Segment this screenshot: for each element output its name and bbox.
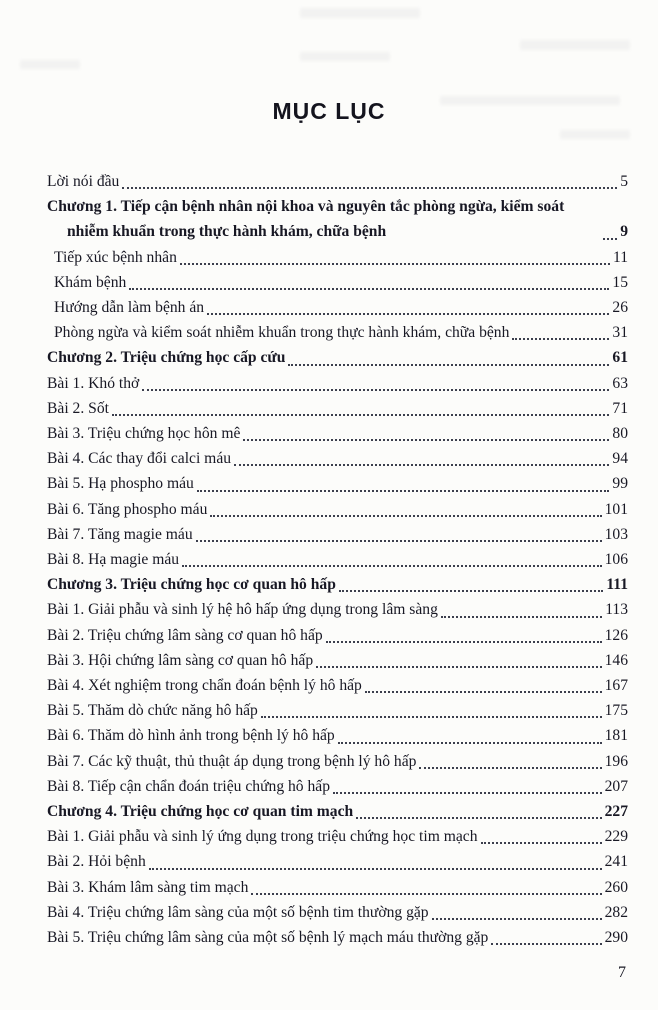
toc-entry-label: Chương 1. Tiếp cận bệnh nhân nội khoa và nguyên tắc phòng ngừa, kiểm soát nhiễm khuẩn trong thực hành khám, chữa bệnh <box>47 198 565 241</box>
toc-entry-label: Bài 8. Hạ magie máu <box>47 551 180 569</box>
toc-entry-label: Hướng dẫn làm bệnh án <box>54 299 205 317</box>
toc-entry-label: Bài 4. Xét nghiệm trong chẩn đoán bệnh lý hô hấp <box>47 677 362 695</box>
dotted-leader <box>207 313 609 315</box>
toc-entry-label: Bài 1. Giải phẫu và sinh lý hệ hô hấp ứng dụng trong lâm sàng <box>47 601 438 619</box>
toc-entry-label: Bài 4. Triệu chứng lâm sàng của một số bệnh tim thường gặp <box>47 903 429 921</box>
toc-entry-label: Bài 3. Khám lâm sàng tim mạch <box>47 878 249 896</box>
toc-entry <box>47 169 628 194</box>
dotted-leader <box>122 187 617 189</box>
dotted-leader <box>243 439 609 441</box>
toc-entry <box>47 471 628 496</box>
toc-entry <box>47 648 628 673</box>
toc-entry-page-number: 126 <box>604 626 628 644</box>
toc-entry <box>47 522 628 547</box>
toc-entry-label: Bài 8. Tiếp cận chẩn đoán triệu chứng hô hấp <box>47 777 331 795</box>
toc-entry-label: Tiếp xúc bệnh nhân <box>54 248 177 266</box>
dotted-leader <box>180 263 610 265</box>
toc-entry-label: Bài 5. Thăm dò chức năng hô hấp <box>47 702 258 720</box>
dotted-leader <box>129 288 609 290</box>
toc-entry-page-number: 26 <box>612 299 628 317</box>
toc-entry-page-number: 80 <box>612 425 628 443</box>
toc-entry <box>47 270 628 295</box>
toc-entry-label: Bài 6. Tăng phospho máu <box>47 500 208 518</box>
toc-entry-page-number: 94 <box>612 450 628 468</box>
dotted-leader <box>149 868 602 870</box>
toc-entry-page-number: 260 <box>604 878 628 896</box>
toc-entry-page-number: 146 <box>604 651 628 669</box>
toc-entry-label: Chương 2. Triệu chứng học cấp cứu <box>47 349 286 367</box>
toc-entry-page-number: 63 <box>612 374 628 392</box>
toc-entry-label: Bài 2. Hỏi bệnh <box>47 853 146 871</box>
toc-entry <box>47 547 628 572</box>
toc-entry <box>47 673 628 698</box>
toc-entry <box>47 597 628 622</box>
toc-entry <box>47 925 628 950</box>
toc-entry <box>47 774 628 799</box>
toc-entry <box>47 799 628 824</box>
toc-entry-label: Bài 7. Tăng magie máu <box>47 525 193 543</box>
dotted-leader <box>333 792 602 794</box>
toc-entry-page-number: 207 <box>604 777 628 795</box>
toc-entry-page-number: 99 <box>612 475 628 493</box>
dotted-leader <box>432 918 602 920</box>
dotted-leader <box>338 742 602 744</box>
toc-entry <box>47 875 628 900</box>
toc-entry <box>47 446 628 471</box>
toc-entry <box>47 345 628 370</box>
toc-entry <box>47 623 628 648</box>
dotted-leader <box>365 691 602 693</box>
dotted-leader <box>210 515 601 517</box>
toc-entry <box>47 421 628 446</box>
dotted-leader <box>112 414 609 416</box>
toc-entry <box>47 245 628 270</box>
toc-entry <box>47 849 628 874</box>
toc-entry <box>47 320 628 345</box>
toc-entry-page-number: 167 <box>604 677 628 695</box>
dotted-leader <box>339 590 603 592</box>
toc-entry-page-number: 290 <box>604 929 628 947</box>
dotted-leader <box>441 616 602 618</box>
footer-page-number: 7 <box>618 964 626 981</box>
toc-entry-label: Bài 4. Các thay đổi calci máu <box>47 450 232 468</box>
toc-entry <box>47 723 628 748</box>
page-title: MỤC LỤC <box>272 98 386 124</box>
dotted-leader <box>261 716 602 718</box>
toc-entry-label: Bài 5. Hạ phospho máu <box>47 475 194 493</box>
toc-entry-page-number: 101 <box>604 500 628 518</box>
toc-entry-page-number: 181 <box>604 727 628 745</box>
toc-entry-page-number: 31 <box>612 324 628 342</box>
dotted-leader <box>316 666 601 668</box>
toc-entry <box>47 371 628 396</box>
toc-entry-label: Bài 6. Thăm dò hình ảnh trong bệnh lý hô hấp <box>47 727 335 745</box>
dotted-leader <box>288 364 609 366</box>
toc-entry <box>47 295 628 320</box>
toc-entry-page-number: 196 <box>604 752 628 770</box>
toc-entry-page-number: 71 <box>612 399 628 417</box>
toc-entry-page-number: 11 <box>612 248 628 266</box>
toc-entry-label: Lời nói đầu <box>47 173 120 190</box>
toc-entry <box>47 572 628 597</box>
dotted-leader <box>356 817 601 819</box>
toc-entry-page-number: 241 <box>604 853 628 871</box>
toc-entry <box>47 396 628 421</box>
toc-entry-label: Bài 3. Hội chứng lâm sàng cơ quan hô hấp <box>47 651 314 669</box>
toc-entry-page-number: 111 <box>606 576 628 594</box>
toc-entry <box>47 824 628 849</box>
toc-entry-page-number: 229 <box>604 828 628 846</box>
dotted-leader <box>481 842 602 844</box>
dotted-leader <box>234 464 609 466</box>
toc-entry-label: Bài 5. Triệu chứng lâm sàng của một số bệnh lý mạch máu thường gặp <box>47 929 489 947</box>
toc-entry <box>47 749 628 774</box>
toc-entry <box>47 194 628 244</box>
toc-entry-page-number: 227 <box>604 803 628 821</box>
toc-entry-page-number: 61 <box>612 349 628 367</box>
toc-entry <box>47 698 628 723</box>
dotted-leader <box>491 943 601 945</box>
dotted-leader <box>251 893 601 895</box>
toc-entry-page-number: 113 <box>605 601 628 619</box>
toc-entry-label: Bài 1. Giải phẫu và sinh lý ứng dụng trong triệu chứng học tim mạch <box>47 828 478 846</box>
dotted-leader <box>197 490 610 492</box>
dotted-leader <box>326 641 602 643</box>
toc-entry-page-number: 15 <box>612 273 628 291</box>
toc-entry-label: Bài 2. Sốt <box>47 399 109 417</box>
toc-entry-label: Chương 3. Triệu chứng học cơ quan hô hấp <box>47 576 336 594</box>
toc-entry <box>47 497 628 522</box>
toc-entry-label: Bài 3. Triệu chứng học hôn mê <box>47 425 241 443</box>
toc-entry-label: Bài 1. Khó thở <box>47 374 140 392</box>
toc-entry-page-number: 9 <box>620 223 628 241</box>
toc-entry-page-number: 175 <box>604 702 628 720</box>
dotted-leader <box>419 767 601 769</box>
toc-entry-label: Phòng ngừa và kiểm soát nhiễm khuẩn trong thực hành khám, chữa bệnh <box>54 324 510 342</box>
dotted-leader <box>142 389 609 391</box>
toc-entry-page-number: 5 <box>620 173 628 190</box>
dotted-leader <box>196 540 602 542</box>
dotted-leader <box>182 565 602 567</box>
scan-bleed-artifact <box>560 130 630 139</box>
toc-entry <box>47 900 628 925</box>
toc-entry-label: Bài 7. Các kỹ thuật, thủ thuật áp dụng trong bệnh lý hô hấp <box>47 752 417 770</box>
dotted-leader <box>603 238 617 240</box>
toc-list <box>47 169 628 950</box>
toc-entry-label: Khám bệnh <box>54 273 127 291</box>
toc-entry-page-number: 106 <box>604 551 628 569</box>
dotted-leader <box>512 338 609 340</box>
toc-entry-label: Chương 4. Triệu chứng học cơ quan tim mạch <box>47 803 354 821</box>
toc-entry-page-number: 282 <box>604 903 628 921</box>
toc-entry-label: Bài 2. Triệu chứng lâm sàng cơ quan hô hấp <box>47 626 323 644</box>
toc-entry-page-number: 103 <box>604 525 628 543</box>
